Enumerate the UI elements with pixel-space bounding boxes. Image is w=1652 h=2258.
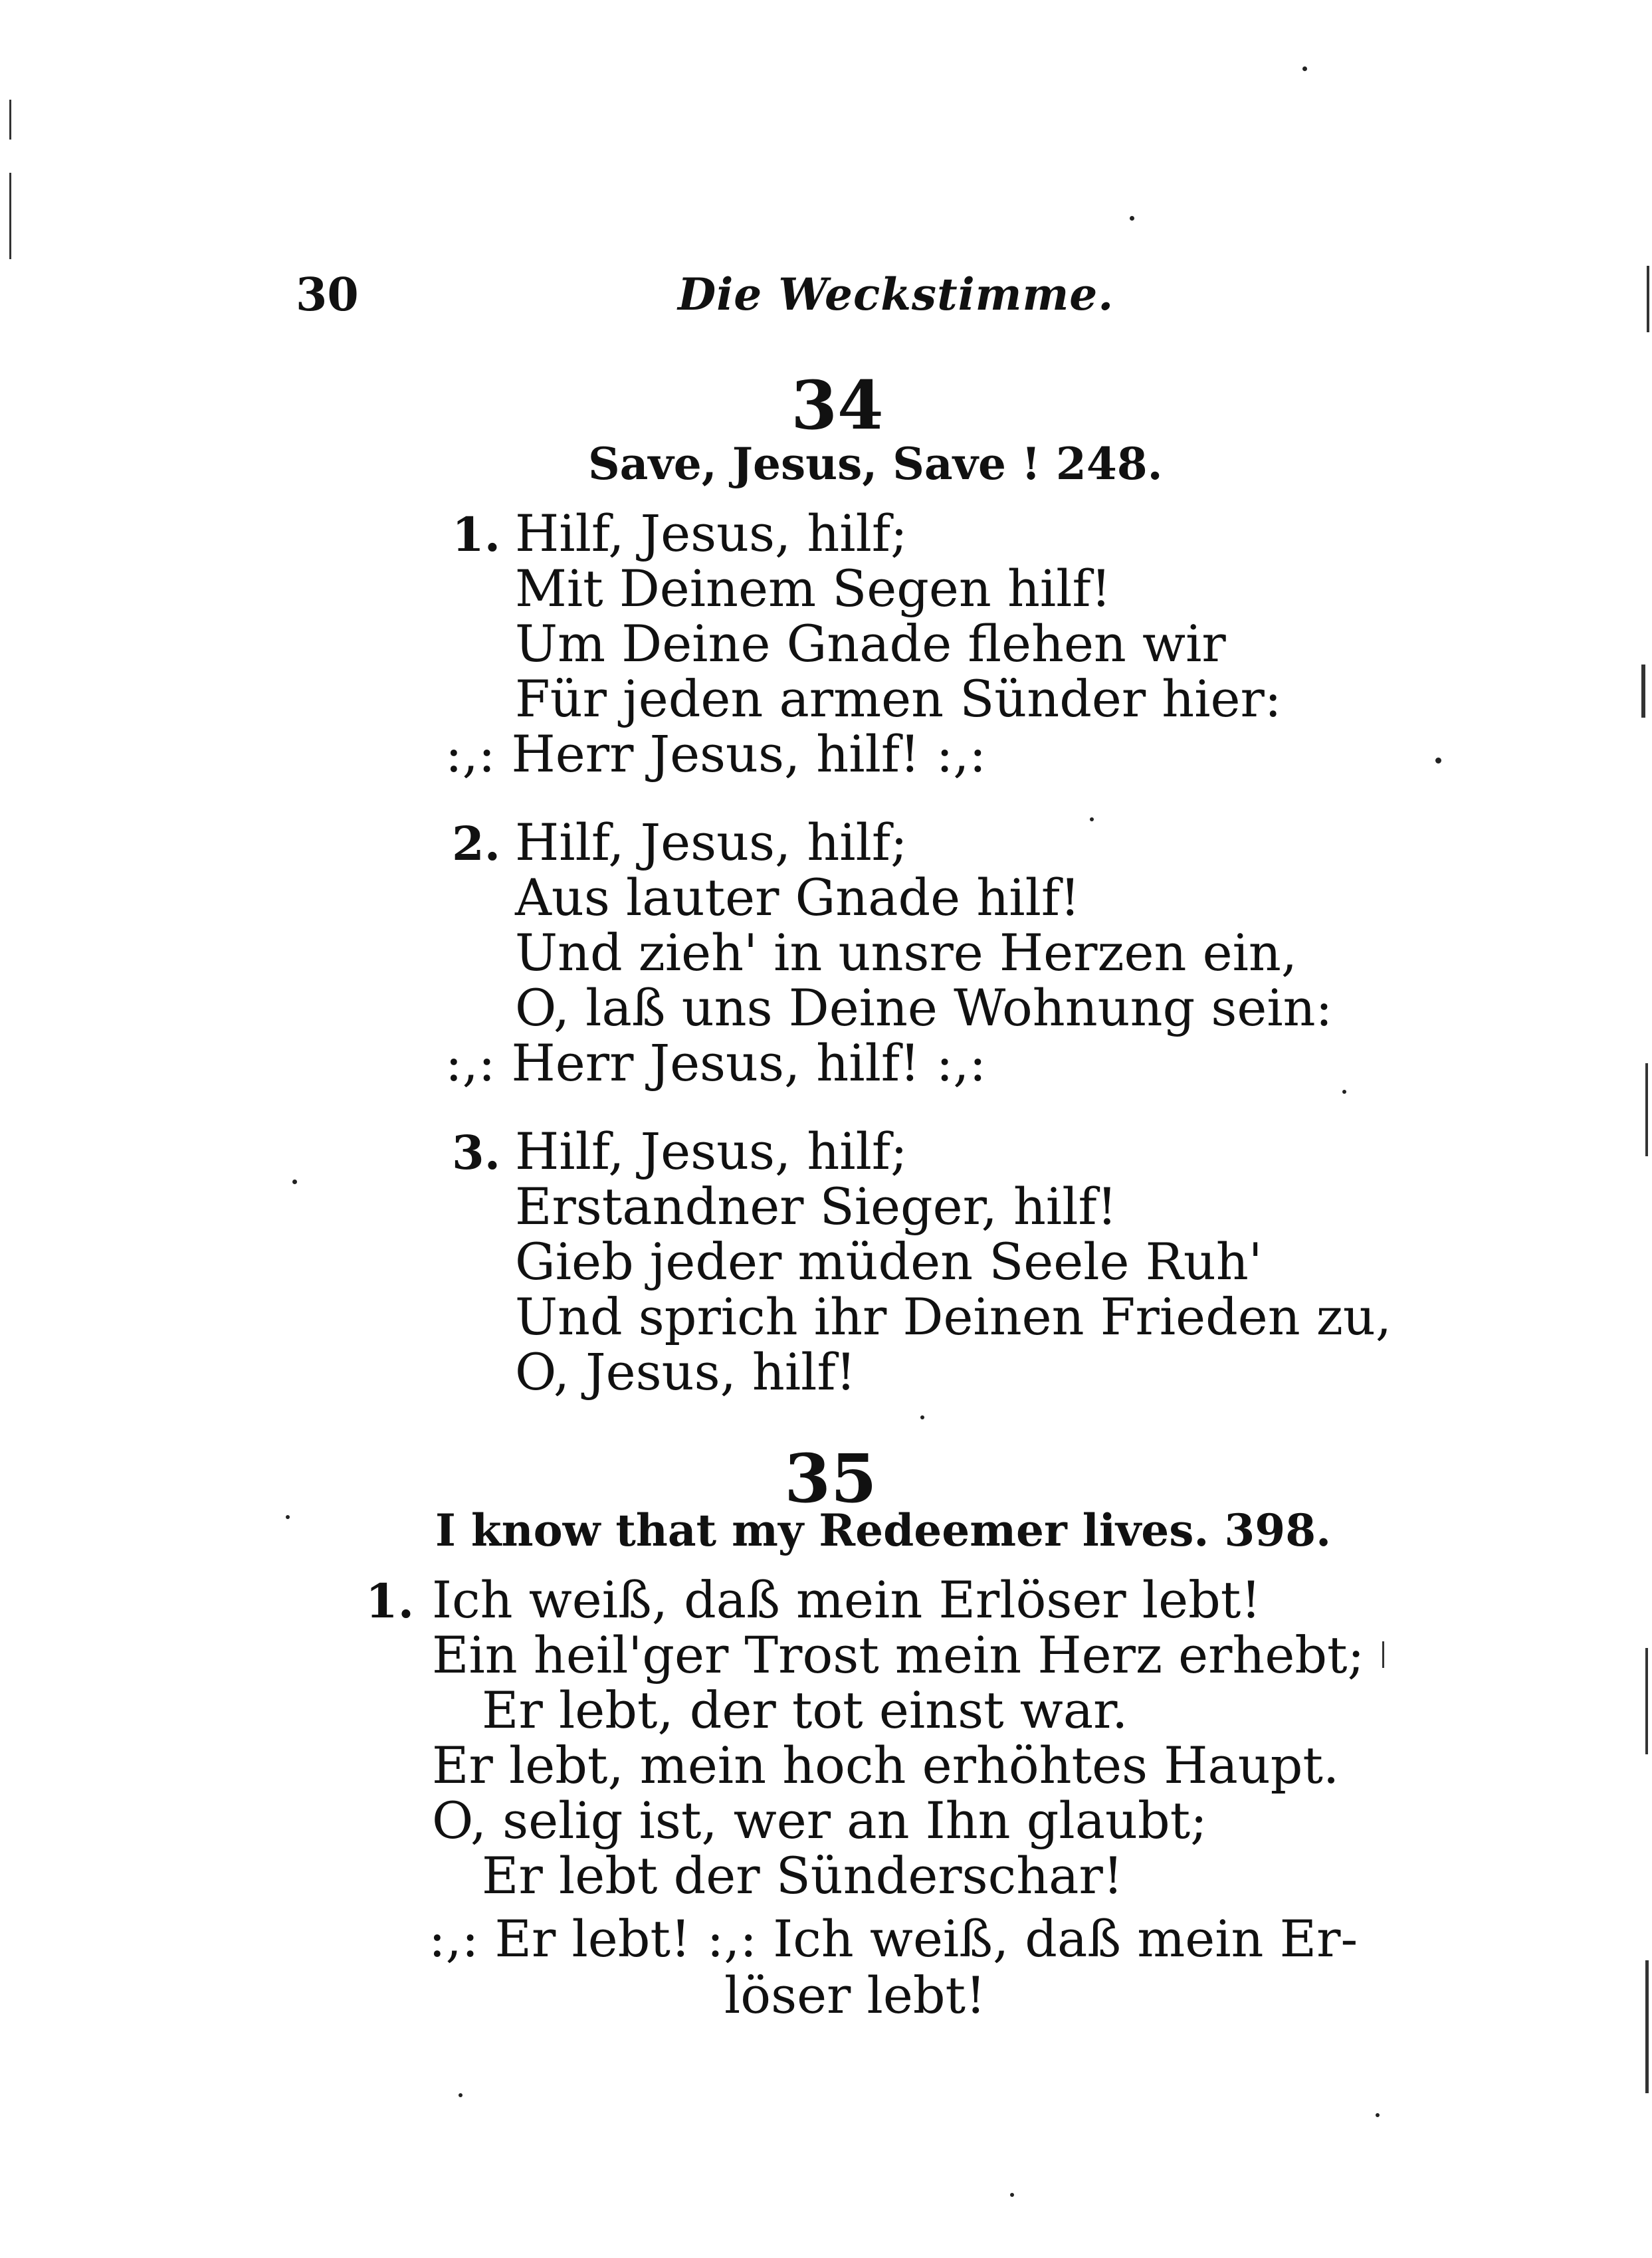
verse-line: Er lebt, der tot einst war.	[482, 1681, 1128, 1740]
verse-line: O, selig ist, wer an Ihn glaubt;	[432, 1791, 1207, 1850]
verse-line: Hilf, Jesus, hilf;	[515, 813, 908, 872]
scan-speck	[1302, 66, 1307, 71]
verse-line: :,: Herr Jesus, hilf! :,:	[445, 724, 987, 783]
scan-edge-mark	[1645, 1063, 1648, 1156]
verse-line: Gieb jeder müden Seele Ruh'	[515, 1232, 1263, 1291]
scan-edge-mark	[9, 173, 11, 259]
scan-speck	[1342, 1090, 1346, 1094]
hymn-english-title: Save, Jesus, Save ! 248.	[588, 438, 1163, 490]
verse-line: Hilf, Jesus, hilf;	[515, 504, 908, 563]
scan-speck	[1130, 216, 1134, 221]
verse-line: O, laß uns Deine Wohnung sein:	[515, 978, 1333, 1037]
scan-speck	[286, 1515, 290, 1519]
page-number: 30	[296, 268, 359, 322]
scan-edge-mark	[1641, 665, 1645, 718]
verse-line: O, Jesus, hilf!	[515, 1342, 857, 1401]
scan-speck	[920, 1415, 924, 1419]
scan-edge-mark	[1645, 1960, 1649, 2093]
scan-edge-mark	[1382, 1641, 1384, 1668]
verse-line: Er lebt der Sünderschar!	[482, 1846, 1124, 1905]
scan-edge-mark	[1647, 266, 1649, 332]
running-title: Die Weckstimme.	[678, 268, 1114, 320]
verse-line: Und sprich ihr Deinen Frieden zu,	[515, 1287, 1392, 1346]
verse-line: Ich weiß, daß mein Erlöser lebt!	[432, 1570, 1261, 1629]
verse-line: löser lebt!	[724, 1966, 986, 2025]
verse-line: Und zieh' in unsre Herzen ein,	[515, 923, 1297, 982]
verse-line: Für jeden armen Sünder hier:	[515, 669, 1282, 728]
verse-number: 2.	[452, 816, 501, 871]
verse-number: 3.	[452, 1125, 501, 1180]
verse-line: Erstandner Sieger, hilf!	[515, 1177, 1118, 1236]
scan-speck	[1435, 758, 1441, 764]
verse-line: :,: Herr Jesus, hilf! :,:	[445, 1033, 987, 1092]
scan-speck	[459, 2093, 463, 2097]
verse-line: Er lebt, mein hoch erhöhtes Haupt.	[432, 1736, 1340, 1795]
scan-edge-mark	[1645, 1648, 1648, 1754]
verse-number: 1.	[365, 1574, 415, 1629]
scan-speck	[1010, 2193, 1014, 2197]
hymn-number: 35	[784, 1439, 877, 1518]
scan-speck	[1376, 2113, 1380, 2117]
verse-line: :,: Er lebt! :,: Ich weiß, daß mein Er-	[429, 1909, 1358, 1968]
verse-line: Ein heil'ger Trost mein Herz erhebt;	[432, 1625, 1365, 1685]
verse-line: Hilf, Jesus, hilf;	[515, 1122, 908, 1181]
scan-speck	[292, 1180, 297, 1184]
verse-line: Mit Deinem Segen hilf!	[515, 559, 1112, 618]
hymn-number: 34	[791, 366, 884, 445]
scan-speck	[1090, 817, 1094, 821]
verse-number: 1.	[452, 507, 501, 562]
hymn-english-title: I know that my Redeemer lives. 398.	[435, 1504, 1332, 1556]
scan-edge-mark	[9, 100, 11, 140]
verse-line: Aus lauter Gnade hilf!	[515, 868, 1081, 927]
verse-line: Um Deine Gnade flehen wir	[515, 614, 1226, 673]
